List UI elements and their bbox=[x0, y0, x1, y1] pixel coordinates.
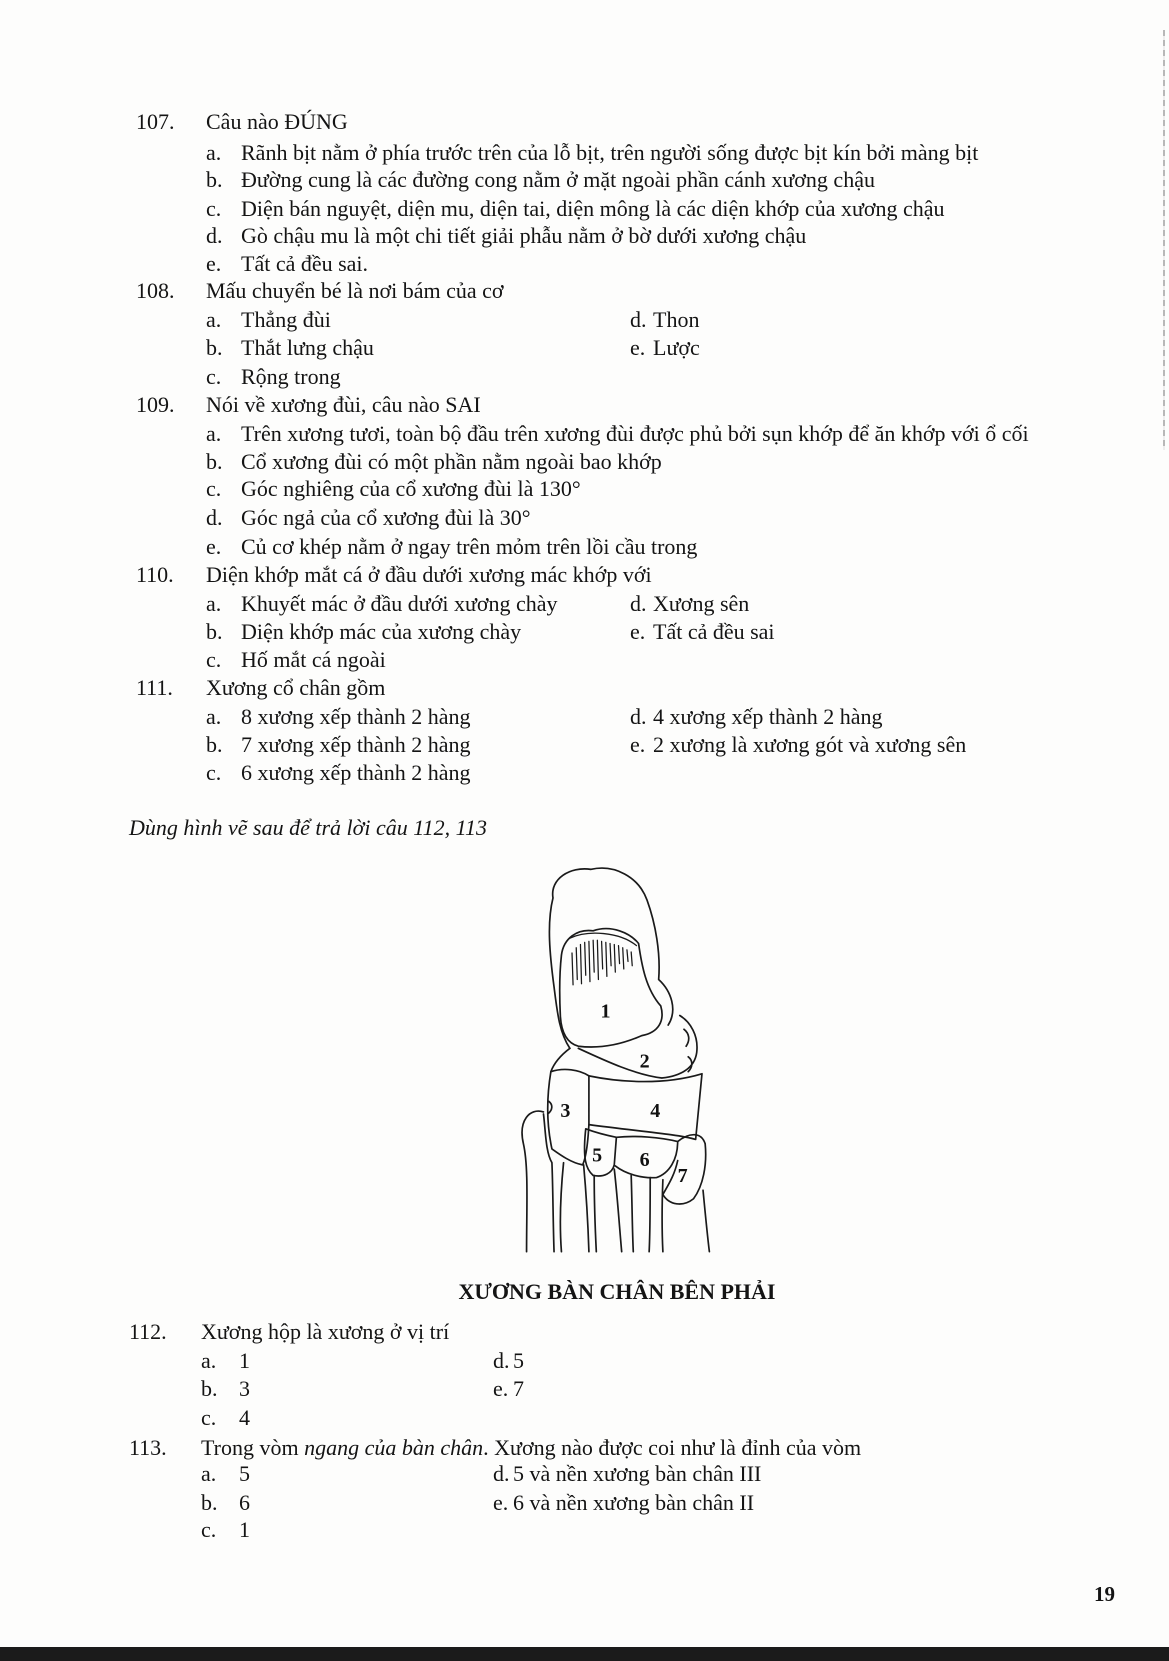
option-row bbox=[0, 618, 1169, 646]
question-stem bbox=[201, 1434, 861, 1462]
option-label: c. bbox=[206, 476, 222, 501]
option-label: e. bbox=[206, 534, 222, 559]
foot-bones-figure bbox=[516, 863, 721, 1257]
bone-label-2: 2 bbox=[639, 1050, 650, 1073]
question-111-stem-line bbox=[0, 674, 1169, 702]
option-text: 2 xương là xương gót và xương sên bbox=[653, 732, 967, 757]
option-label: b. bbox=[206, 619, 223, 644]
option-label: d. bbox=[630, 591, 647, 616]
option-label: c. bbox=[206, 364, 222, 389]
question-stem: Câu nào ĐÚNG bbox=[206, 109, 348, 134]
question-number: 112. bbox=[129, 1319, 167, 1344]
option-row bbox=[0, 363, 1169, 391]
option-label: d. bbox=[493, 1461, 510, 1486]
option-row bbox=[0, 250, 1169, 278]
option-text: 8 xương xếp thành 2 hàng bbox=[241, 704, 471, 729]
option-text: 5 bbox=[513, 1348, 524, 1373]
option-row bbox=[0, 703, 1169, 731]
option-text: 3 bbox=[239, 1376, 250, 1401]
option-text: Thắt lưng chậu bbox=[241, 335, 374, 360]
option-text: Cổ xương đùi có một phần nằm ngoài bao khớp bbox=[241, 449, 662, 474]
question-number: 107. bbox=[136, 109, 175, 134]
option-label: e. bbox=[493, 1490, 509, 1515]
option-text: Tất cả đều sai bbox=[653, 619, 775, 644]
option-row bbox=[0, 139, 1169, 167]
question-number: 111. bbox=[136, 675, 173, 700]
option-label: d. bbox=[206, 505, 223, 530]
option-row bbox=[0, 533, 1169, 561]
bone-left-edge bbox=[551, 1048, 570, 1071]
bone-label-4: 4 bbox=[650, 1100, 661, 1123]
option-row bbox=[0, 1404, 1169, 1432]
option-text: Góc nghiêng của cổ xương đùi là 130° bbox=[241, 476, 581, 501]
option-label: b. bbox=[201, 1490, 218, 1515]
bone-1-trochlea-hatching bbox=[570, 933, 637, 985]
option-row bbox=[0, 334, 1169, 362]
option-label: d. bbox=[630, 704, 647, 729]
option-row bbox=[0, 1489, 1169, 1517]
option-row bbox=[0, 166, 1169, 194]
figure-caption: XƯƠNG BÀN CHÂN BÊN PHẢI bbox=[458, 1279, 776, 1304]
question-stem: Xương cổ chân gồm bbox=[206, 675, 386, 700]
option-row bbox=[0, 1347, 1169, 1375]
option-label: a. bbox=[206, 591, 222, 616]
option-label: b. bbox=[206, 732, 223, 757]
option-label: d. bbox=[630, 307, 647, 332]
option-text: Trên xương tươi, toàn bộ đầu trên xương đùi được phủ bởi sụn khớp để ăn khớp với ổ cối bbox=[241, 421, 1029, 446]
option-text: 6 và nền xương bàn chân II bbox=[513, 1490, 755, 1515]
question-stem-part: . Xương nào được coi như là đỉnh của vòm bbox=[483, 1435, 862, 1460]
question-112-stem-line bbox=[0, 1318, 1169, 1346]
option-row bbox=[0, 646, 1169, 674]
question-108-stem-line bbox=[0, 277, 1169, 305]
question-stem: Diện khớp mắt cá ở đầu dưới xương mác khớp với bbox=[206, 562, 652, 587]
option-label: b. bbox=[201, 1376, 218, 1401]
option-text: Diện khớp mác của xương chày bbox=[241, 619, 522, 644]
option-label: a. bbox=[206, 307, 222, 332]
option-text: Rộng trong bbox=[241, 364, 341, 389]
option-text: Góc ngả của cổ xương đùi là 30° bbox=[241, 505, 531, 530]
option-label: c. bbox=[201, 1405, 217, 1430]
question-107-stem-line bbox=[0, 108, 1169, 136]
option-row bbox=[0, 759, 1169, 787]
bone-label-6: 6 bbox=[639, 1148, 650, 1171]
option-text: 1 bbox=[239, 1348, 250, 1373]
option-text: Đường cung là các đường cong nằm ở mặt ngoài phần cánh xương chậu bbox=[241, 167, 875, 192]
option-label: e. bbox=[206, 251, 222, 276]
scan-edge-mark bbox=[1163, 30, 1165, 450]
page-number: 19 bbox=[1094, 1582, 1115, 1606]
option-text: Hố mắt cá ngoài bbox=[241, 647, 386, 672]
question-stem-part: Trong vòm bbox=[201, 1435, 305, 1460]
option-row bbox=[0, 475, 1169, 503]
bone-1-outline bbox=[560, 929, 662, 1047]
option-label: d. bbox=[493, 1348, 510, 1373]
option-text: Tất cả đều sai. bbox=[241, 251, 369, 276]
option-row bbox=[0, 590, 1169, 618]
question-113-stem-line bbox=[0, 1434, 1169, 1462]
option-text: 6 xương xếp thành 2 hàng bbox=[241, 760, 471, 785]
bone-4-outline bbox=[589, 1074, 702, 1140]
bone-label-7: 7 bbox=[677, 1164, 688, 1187]
option-text: 7 xương xếp thành 2 hàng bbox=[241, 732, 471, 757]
option-label: a. bbox=[201, 1461, 217, 1486]
option-text: 4 xương xếp thành 2 hàng bbox=[653, 704, 883, 729]
option-text: Rãnh bịt nằm ở phía trước trên của lỗ bịt, trên người sống được bịt kín bởi màng bịt bbox=[241, 140, 979, 165]
option-label: b. bbox=[206, 335, 223, 360]
option-label: d. bbox=[206, 223, 223, 248]
question-stem: Nói về xương đùi, câu nào SAI bbox=[206, 392, 481, 417]
option-label: e. bbox=[630, 335, 646, 360]
option-text: Xương sên bbox=[653, 591, 750, 616]
option-text: 5 và nền xương bàn chân III bbox=[513, 1461, 762, 1486]
question-stem-italic-part: ngang của bàn chân bbox=[304, 1435, 484, 1460]
option-row bbox=[0, 1460, 1169, 1488]
option-label: e. bbox=[630, 732, 646, 757]
bone-label-5: 5 bbox=[592, 1144, 603, 1167]
question-number: 110. bbox=[136, 562, 174, 587]
option-row bbox=[0, 420, 1169, 448]
question-110-stem-line bbox=[0, 561, 1169, 589]
option-label: c. bbox=[206, 647, 222, 672]
option-text: 5 bbox=[239, 1461, 250, 1486]
option-label: e. bbox=[630, 619, 646, 644]
option-row bbox=[0, 448, 1169, 476]
question-stem: Xương hộp là xương ở vị trí bbox=[201, 1319, 450, 1344]
option-text: Diện bán nguyệt, diện mu, diện tai, diện mông là các diện khớp của xương chậu bbox=[241, 196, 945, 221]
option-label: c. bbox=[206, 196, 222, 221]
option-row bbox=[0, 306, 1169, 334]
option-label: b. bbox=[206, 449, 223, 474]
option-label: b. bbox=[206, 167, 223, 192]
option-row bbox=[0, 195, 1169, 223]
option-text: 4 bbox=[239, 1405, 250, 1430]
option-label: c. bbox=[201, 1517, 217, 1542]
option-text: Khuyết mác ở đầu dưới xương chày bbox=[241, 591, 558, 616]
option-row bbox=[0, 1375, 1169, 1403]
option-label: e. bbox=[493, 1376, 509, 1401]
option-text: 7 bbox=[513, 1376, 524, 1401]
bone-label-1: 1 bbox=[600, 1000, 611, 1023]
option-row bbox=[0, 731, 1169, 759]
question-number: 108. bbox=[136, 278, 175, 303]
option-text: Thon bbox=[653, 307, 700, 332]
question-number: 113. bbox=[129, 1435, 167, 1460]
bone-label-3: 3 bbox=[560, 1100, 571, 1123]
question-109-stem-line bbox=[0, 391, 1169, 419]
option-label: a. bbox=[206, 421, 222, 446]
figure-instruction: Dùng hình vẽ sau để trả lời câu 112, 113 bbox=[129, 815, 487, 840]
option-row bbox=[0, 1516, 1169, 1544]
question-stem: Mấu chuyển bé là nơi bám của cơ bbox=[206, 278, 504, 303]
option-text: 6 bbox=[239, 1490, 250, 1515]
option-label: a. bbox=[206, 704, 222, 729]
option-label: a. bbox=[206, 140, 222, 165]
option-label: a. bbox=[201, 1348, 217, 1373]
option-text: 1 bbox=[239, 1517, 250, 1542]
question-number: 109. bbox=[136, 392, 175, 417]
option-row bbox=[0, 222, 1169, 250]
option-text: Thẳng đùi bbox=[241, 307, 331, 332]
option-text: Lược bbox=[653, 335, 700, 360]
option-row bbox=[0, 504, 1169, 532]
option-text: Củ cơ khép nằm ở ngay trên mỏm trên lồi cầu trong bbox=[241, 534, 698, 559]
option-text: Gò chậu mu là một chi tiết giải phẫu nằm ở bờ dưới xương chậu bbox=[241, 223, 807, 248]
scan-bottom-shadow bbox=[0, 1647, 1169, 1661]
option-label: c. bbox=[206, 760, 222, 785]
